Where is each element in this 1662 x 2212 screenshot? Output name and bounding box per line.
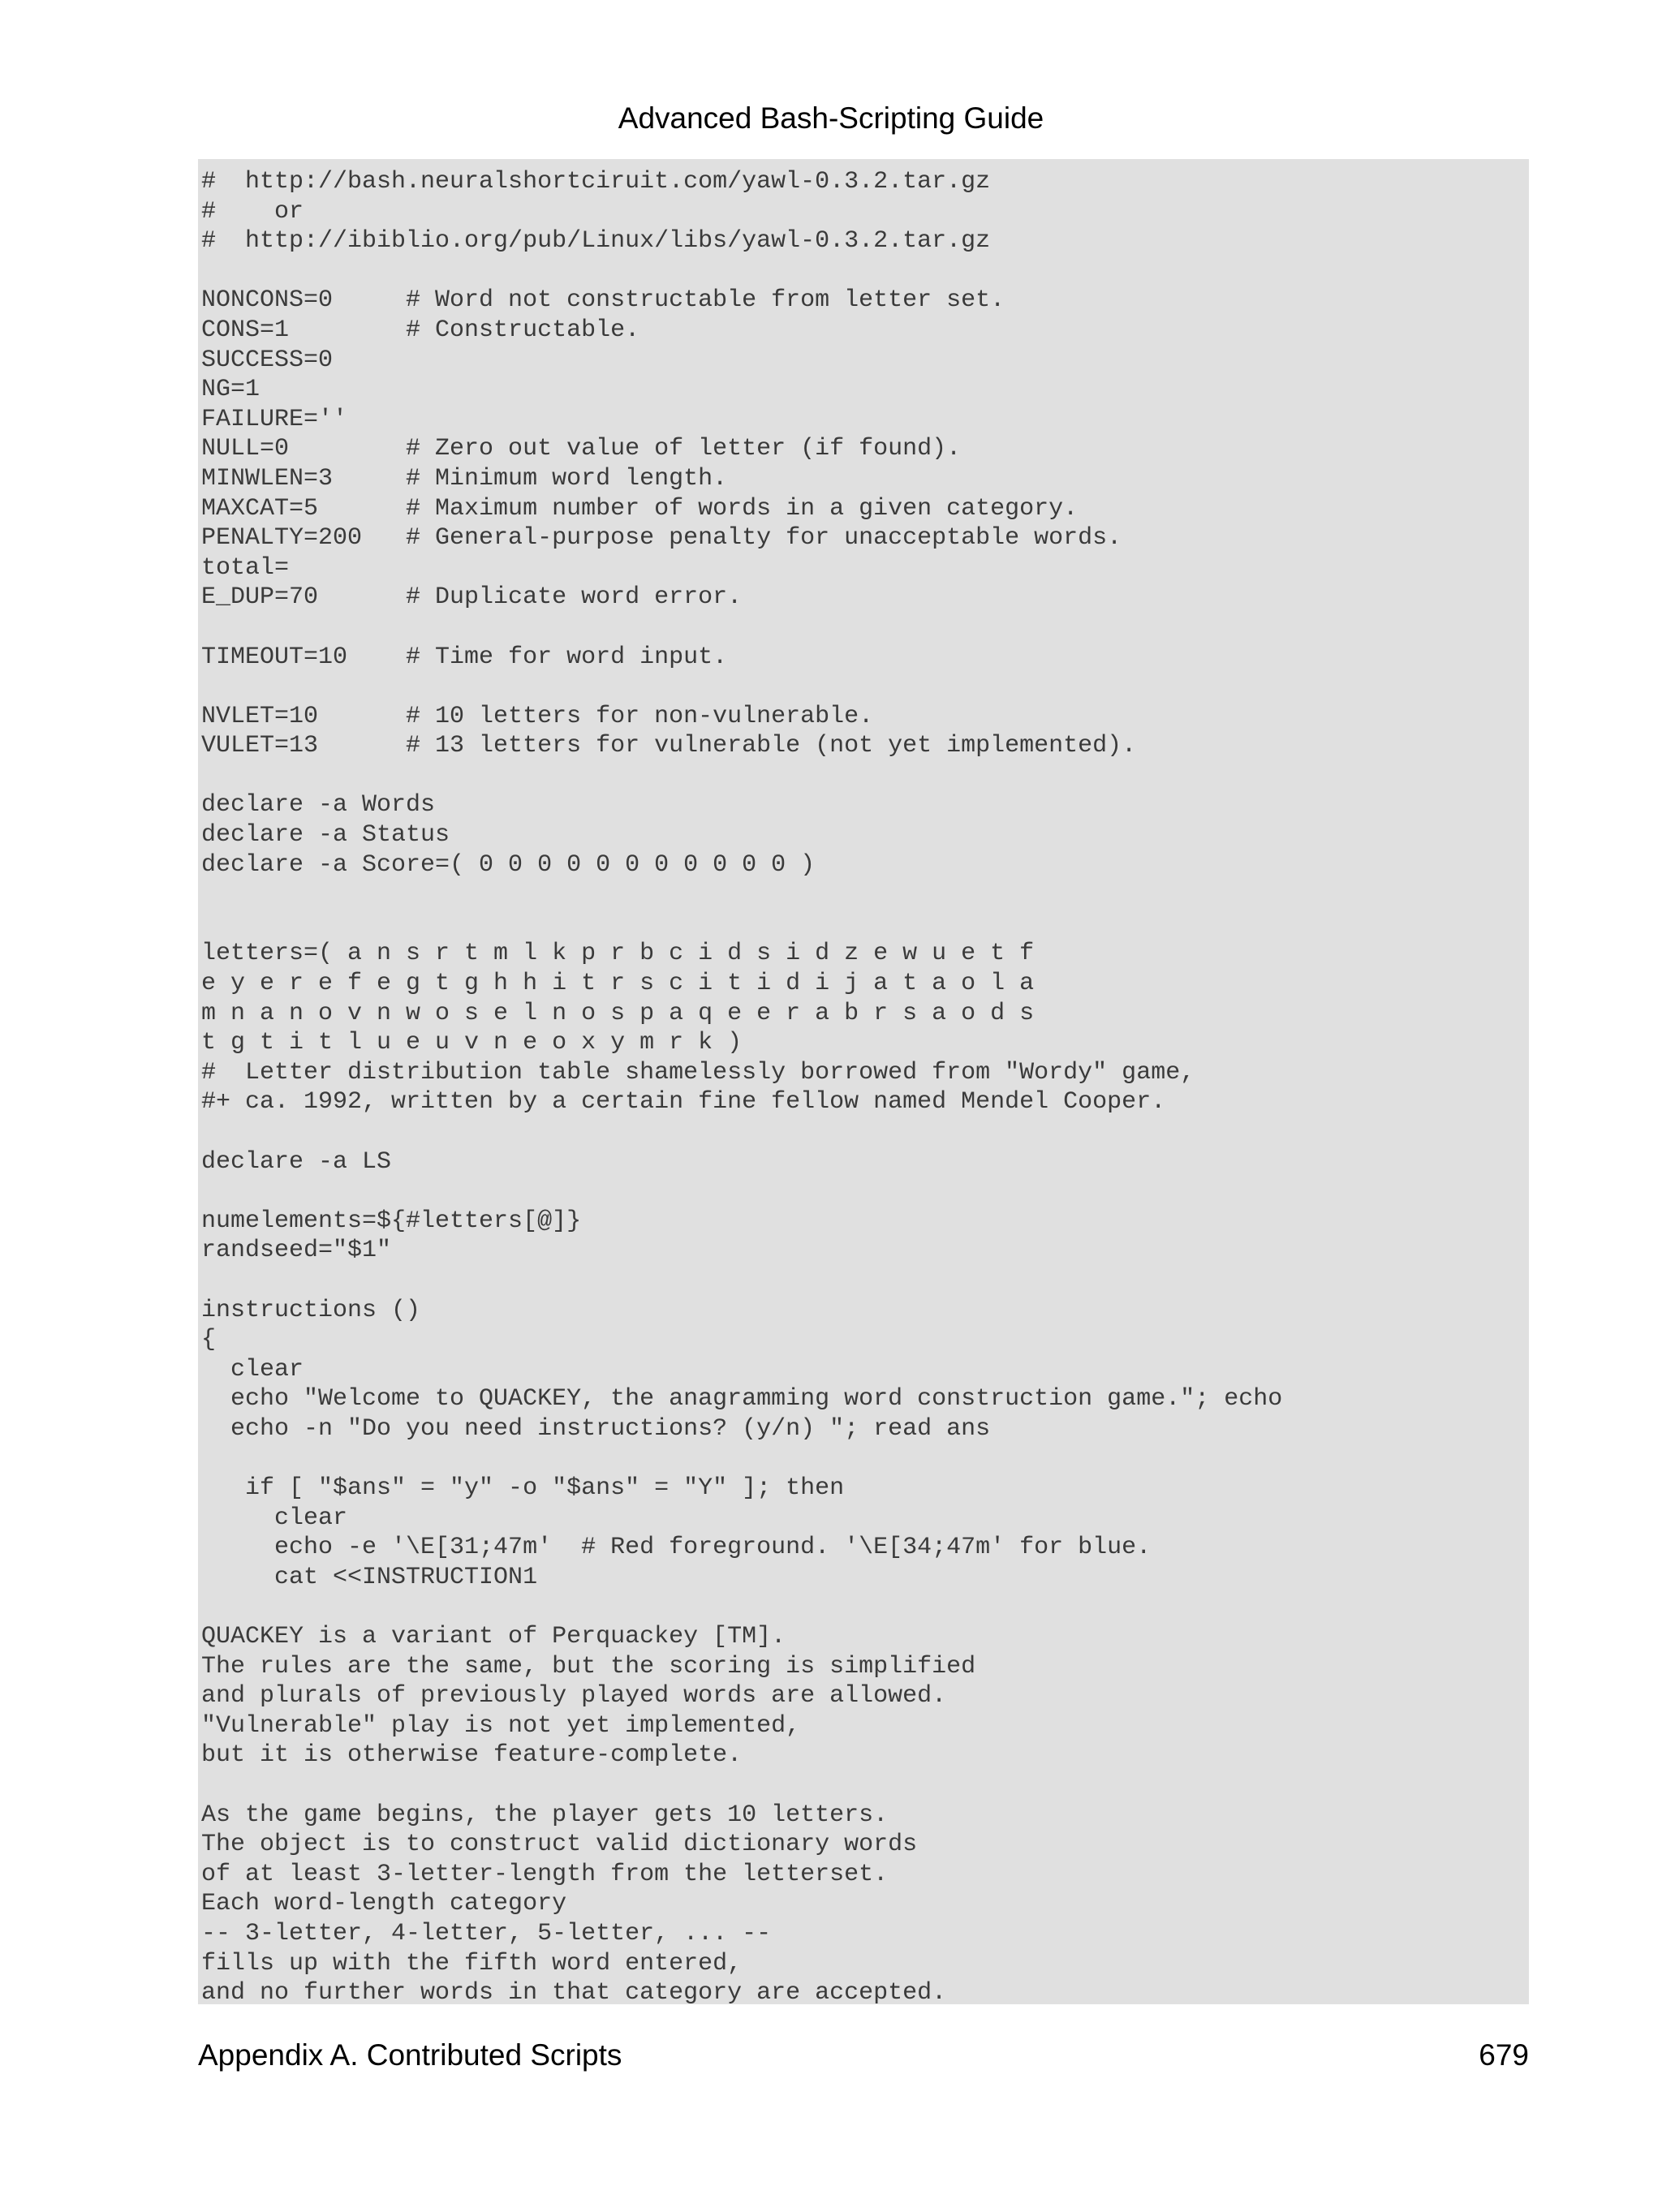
code-line (201, 256, 1529, 286)
code-line: "Vulnerable" play is not yet implemented, (201, 1711, 801, 1740)
code-line (201, 672, 1529, 702)
code-line: E_DUP=70 # Duplicate word error. (201, 583, 743, 612)
code-line: # http://bash.neuralshortciruit.com/yawl-0.3.2.tar.gz (201, 168, 991, 196)
code-line: #+ ca. 1992, written by a certain fine fellow named Mendel Cooper. (201, 1088, 1166, 1117)
code-line (201, 1117, 1529, 1147)
footer-page-number: 679 (1479, 2038, 1529, 2072)
code-line: # http://ibiblio.org/pub/Linux/libs/yawl-0.3.2.tar.gz (201, 227, 991, 256)
code-line (201, 1266, 1529, 1296)
code-line: clear (201, 1355, 304, 1384)
code-line: Each word-length category (201, 1890, 567, 1918)
code-line (201, 1771, 1529, 1801)
code-line: { (201, 1326, 217, 1354)
code-line: TIMEOUT=10 # Time for word input. (201, 643, 728, 671)
code-line: total= (201, 553, 290, 582)
code-line: # Letter distribution table shamelessly borrowed from "Wordy" game, (201, 1058, 1195, 1087)
code-line: letters=( a n s r t m l k p r b c i d s i d z e w u e t f (201, 940, 1035, 968)
code-line: t g t i t l u e u v n e o x y m r k ) (201, 1029, 743, 1057)
code-line (201, 910, 1529, 940)
footer-section-title: Appendix A. Contributed Scripts (198, 2038, 622, 2072)
code-line: e y e r e f e g t g h h i t r s c i t i d i j a t a o l a (201, 970, 1035, 998)
code-line (201, 1593, 1529, 1623)
code-line: The rules are the same, but the scoring is simplified (201, 1652, 976, 1681)
code-line (201, 1444, 1529, 1474)
code-line: PENALTY=200 # General-purpose penalty for unacceptable words. (201, 524, 1122, 553)
code-line: of at least 3-letter-length from the letterset. (201, 1860, 889, 1888)
code-line: CONS=1 # Constructable. (201, 316, 640, 344)
page-footer (198, 2035, 1529, 2076)
code-line: MINWLEN=3 # Minimum word length. (201, 464, 728, 493)
code-line: # or (201, 197, 304, 226)
code-line: FAILURE='' (201, 405, 348, 433)
code-line: NG=1 (201, 376, 260, 404)
code-line: MAXCAT=5 # Maximum number of words in a given category. (201, 494, 1079, 523)
code-line (201, 1177, 1529, 1207)
code-line: but it is otherwise feature-complete. (201, 1741, 743, 1770)
code-line: SUCCESS=0 (201, 346, 334, 374)
code-listing (198, 159, 1529, 2004)
code-line: echo -e '\E[31;47m' # Red foreground. '\E[34;47m' for blue. (201, 1534, 1152, 1562)
code-line: -- 3-letter, 4-letter, 5-letter, ... -- (201, 1920, 772, 1948)
code-line: fills up with the fifth word entered, (201, 1949, 743, 1977)
code-line (201, 613, 1529, 643)
code-line: echo "Welcome to QUACKEY, the anagramming word construction game."; echo (201, 1385, 1283, 1414)
page-header: Advanced Bash-Scripting Guide (618, 101, 1044, 135)
code-line: if [ "$ans" = "y" -o "$ans" = "Y" ]; then (201, 1474, 845, 1503)
code-line: and plurals of previously played words are allowed. (201, 1682, 947, 1711)
code-line: cat <<INSTRUCTION1 (201, 1563, 538, 1591)
code-line: The object is to construct valid dictionary words (201, 1831, 918, 1859)
code-line: randseed="$1" (201, 1237, 392, 1265)
code-line: NVLET=10 # 10 letters for non-vulnerable. (201, 702, 874, 730)
code-line: declare -a Words (201, 791, 436, 820)
code-line (201, 761, 1529, 791)
code-line: VULET=13 # 13 letters for vulnerable (not yet implemented). (201, 732, 1137, 760)
code-line (201, 880, 1529, 910)
code-line: declare -a Score=( 0 0 0 0 0 0 0 0 0 0 0 ) (201, 850, 816, 879)
code-line: declare -a Status (201, 821, 450, 850)
code-line: and no further words in that category are accepted. (201, 1979, 947, 2004)
code-line: NONCONS=0 # Word not constructable from letter set. (201, 286, 1005, 315)
code-line: declare -a LS (201, 1147, 392, 1176)
code-line: NULL=0 # Zero out value of letter (if found). (201, 435, 962, 463)
code-line: echo -n "Do you need instructions? (y/n) "; read ans (201, 1414, 991, 1443)
code-line: instructions () (201, 1296, 421, 1324)
code-line: clear (201, 1504, 348, 1532)
code-line: numelements=${#letters[@]} (201, 1207, 582, 1235)
code-line: m n a n o v n w o s e l n o s p a q e e r a b r s a o d s (201, 999, 1035, 1027)
code-line: QUACKEY is a variant of Perquackey [TM]. (201, 1623, 786, 1651)
code-line: As the game begins, the player gets 10 letters. (201, 1801, 889, 1829)
